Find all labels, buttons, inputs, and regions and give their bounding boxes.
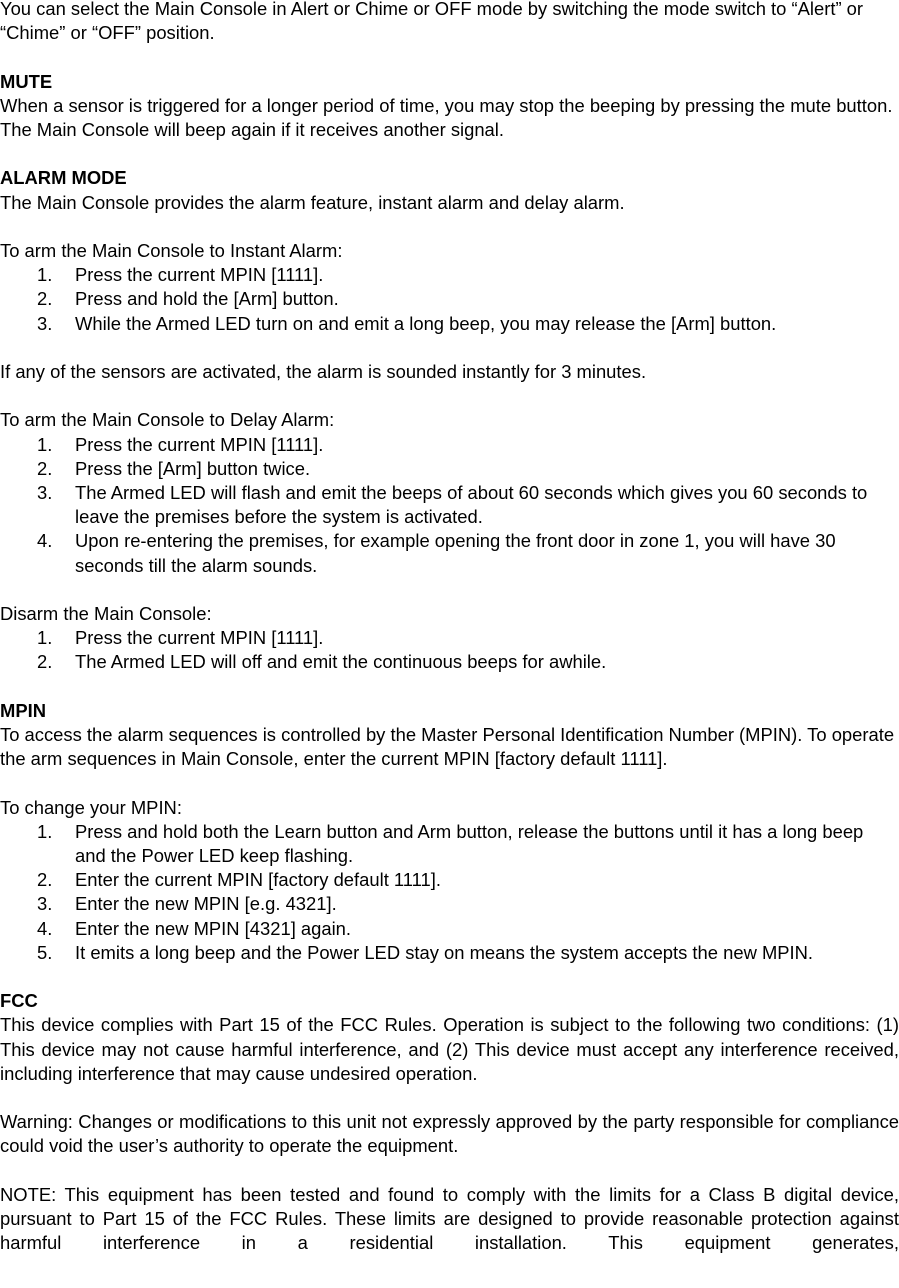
fcc-warning: Warning: Changes or modifications to this unit not expressly approved by the party responsible for compliance could void the user’s authority to operate the equipment. <box>0 1111 899 1157</box>
list-number: 2. <box>37 457 53 479</box>
spacer <box>0 578 899 602</box>
spacer <box>0 45 899 69</box>
list-item-text: Enter the new MPIN [e.g. 4321]. <box>75 893 337 915</box>
spacer <box>0 771 899 795</box>
mpin-paragraph: To access the alarm sequences is controlled by the Master Personal Identification Number (MPIN). To operate the arm sequences in Main Console, enter the current MPIN [factory default 1111]. <box>0 723 895 770</box>
delay-alarm-steps <box>0 433 899 578</box>
list-number: 3. <box>37 312 53 334</box>
intro-paragraph: You can select the Main Console in Alert or Chime or OFF mode by switching the mode switch to “Alert” or “Chime” or “OFF” position. <box>0 0 864 44</box>
list-item <box>0 917 899 941</box>
list-item <box>0 626 899 650</box>
list-number: 2. <box>37 288 53 310</box>
list-number: 5. <box>37 941 53 963</box>
list-item-text: The Armed LED will flash and emit the beeps of about 60 seconds which gives you 60 seconds to leave the premises before the system is activated. <box>75 481 868 528</box>
mpin-heading: MPIN <box>0 699 46 721</box>
list-item <box>0 312 899 336</box>
list-item <box>0 529 899 577</box>
spacer <box>0 965 899 989</box>
spacer <box>0 336 899 360</box>
list-item <box>0 868 899 892</box>
fcc-heading: FCC <box>0 990 38 1012</box>
list-item-text: Press the [Arm] button twice. <box>75 457 311 479</box>
list-number: 1. <box>37 264 53 286</box>
list-number: 4. <box>37 530 53 552</box>
mute-heading: MUTE <box>0 70 53 92</box>
list-item-text: While the Armed LED turn on and emit a long beep, you may release the [Arm] button. <box>75 312 777 334</box>
list-item-text: Press the current MPIN [1111]. <box>75 264 324 286</box>
list-number: 1. <box>37 820 53 842</box>
list-item <box>0 287 899 311</box>
list-number: 4. <box>37 917 53 939</box>
list-item-text: Press and hold both the Learn button and Arm button, release the buttons until it has a long beep and the Power LED keep flashing. <box>75 820 864 866</box>
fcc-paragraph: This device complies with Part 15 of the FCC Rules. Operation is subject to the following two conditions: (1) This device may not cause harmful interference, and (2) This device must accept any interference received, including interference that may cause undesired operation. <box>0 1014 899 1084</box>
list-number: 2. <box>37 651 53 673</box>
disarm-steps <box>0 626 899 674</box>
list-number: 3. <box>37 481 53 503</box>
fcc-note: NOTE: This equipment has been tested and found to comply with the limits for a Class B digital device, pursuant to Part 15 of the FCC Rules. These limits are designed to provide reasonable protection against harmful interference in a residential installation. This equipment generates, <box>0 1183 899 1254</box>
list-item <box>0 433 899 457</box>
list-item-text: The Armed LED will off and emit the continuous beeps for awhile. <box>75 651 607 673</box>
list-item-text: Press the current MPIN [1111]. <box>75 433 324 455</box>
list-item-text: Enter the current MPIN [factory default 1111]. <box>75 869 441 891</box>
instant-alarm-steps <box>0 263 899 336</box>
spacer <box>0 1086 899 1110</box>
delay-alarm-title: To arm the Main Console to Delay Alarm: <box>0 409 335 431</box>
list-item <box>0 481 899 529</box>
mute-paragraph: When a sensor is triggered for a longer period of time, you may stop the beeping by pressing the mute button. The Main Console will beep again if it receives another signal. <box>0 94 893 140</box>
alarm-mode-heading: ALARM MODE <box>0 167 127 189</box>
spacer <box>0 142 899 166</box>
change-mpin-title: To change your MPIN: <box>0 796 182 818</box>
list-number: 1. <box>37 627 53 649</box>
change-mpin-steps <box>0 820 899 965</box>
list-item <box>0 457 899 481</box>
list-item-text: Upon re-entering the premises, for example opening the front door in zone 1, you will have 30 seconds till the alarm sounds. <box>75 530 836 576</box>
spacer <box>0 384 899 408</box>
list-item-text: Press and hold the [Arm] button. <box>75 288 339 310</box>
list-item <box>0 263 899 287</box>
list-item-text: Press the current MPIN [1111]. <box>75 627 324 649</box>
list-number: 2. <box>37 869 53 891</box>
disarm-title: Disarm the Main Console: <box>0 602 212 624</box>
instant-alarm-note: If any of the sensors are activated, the alarm is sounded instantly for 3 minutes. <box>0 360 647 382</box>
spacer <box>0 1159 899 1183</box>
list-item <box>0 892 899 916</box>
list-item <box>0 820 899 868</box>
spacer <box>0 215 899 239</box>
list-number: 1. <box>37 433 53 455</box>
list-item <box>0 941 899 965</box>
list-item <box>0 650 899 674</box>
list-item-text: Enter the new MPIN [4321] again. <box>75 917 352 939</box>
instant-alarm-title: To arm the Main Console to Instant Alarm: <box>0 239 343 261</box>
list-number: 3. <box>37 893 53 915</box>
alarm-mode-paragraph: The Main Console provides the alarm feature, instant alarm and delay alarm. <box>0 191 625 213</box>
list-item-text: It emits a long beep and the Power LED stay on means the system accepts the new MPIN. <box>75 941 814 963</box>
spacer <box>0 675 899 699</box>
